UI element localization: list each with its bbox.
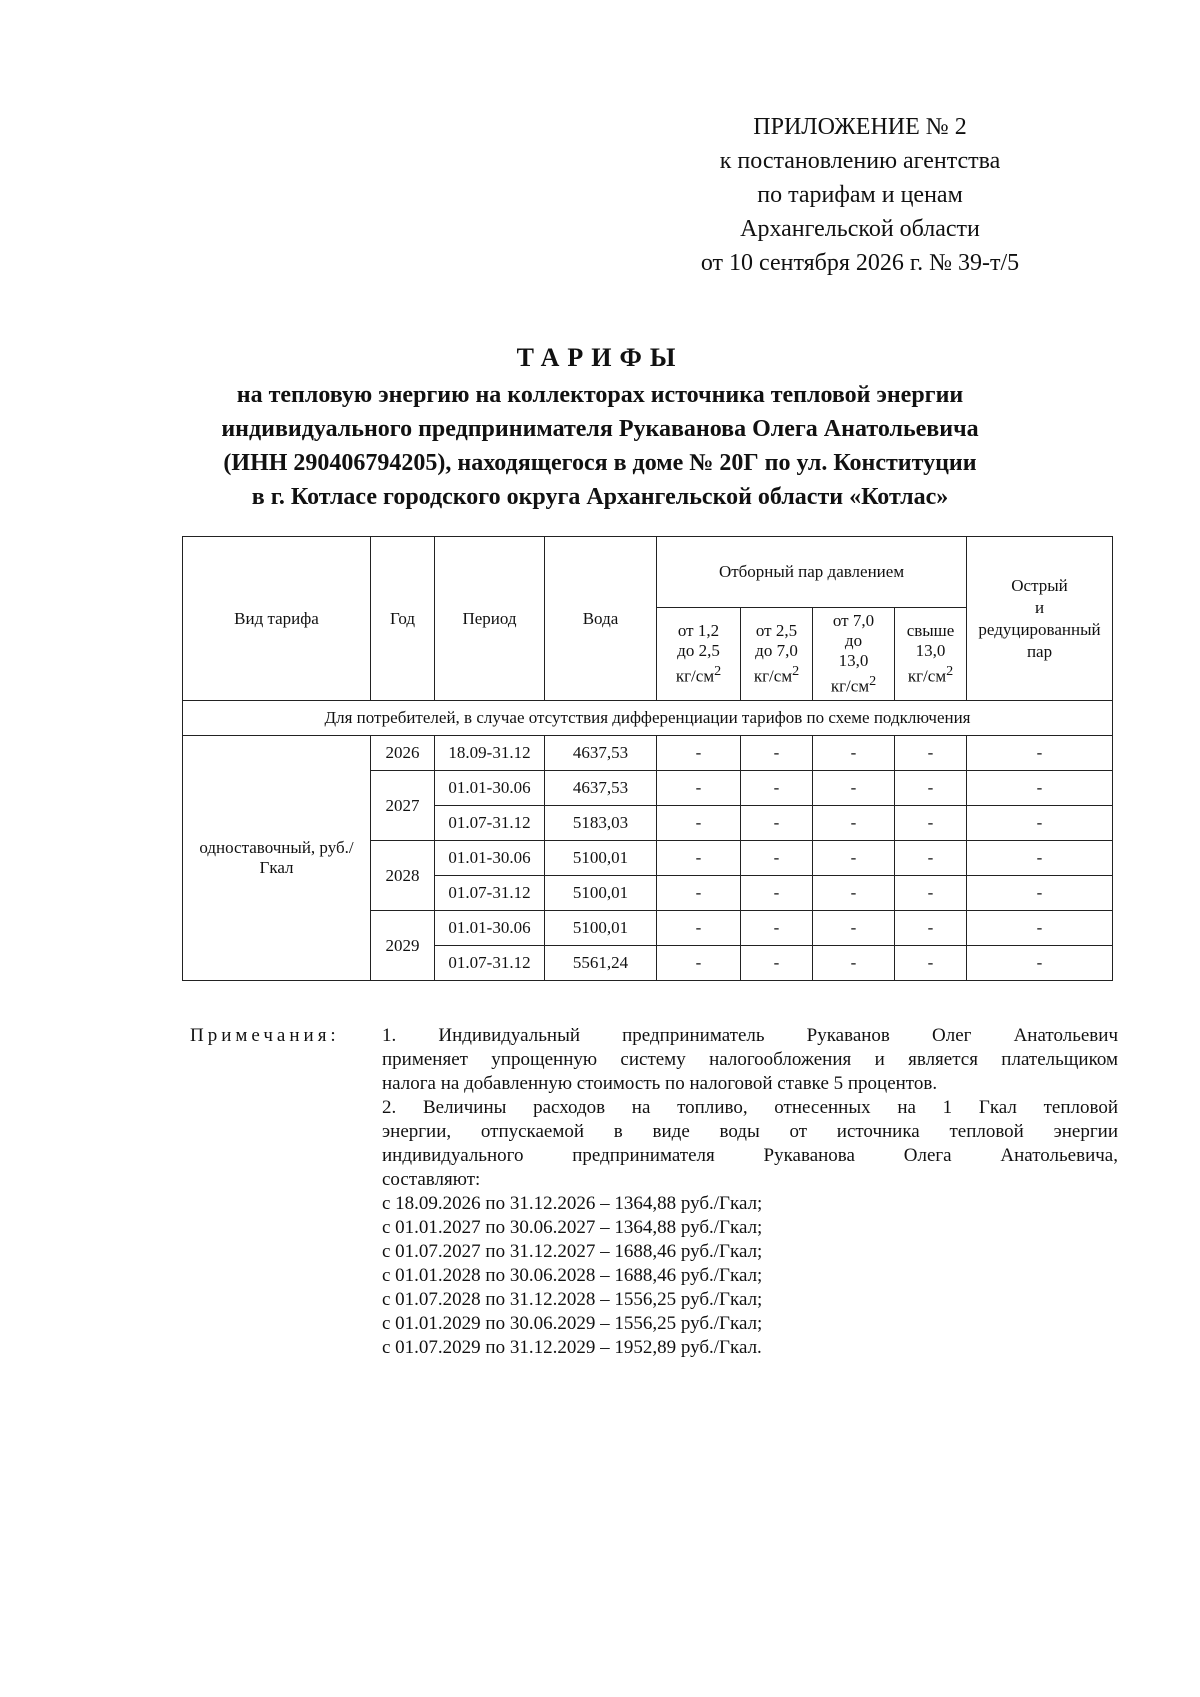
fuel-cost-item: с 18.09.2026 по 31.12.2026 – 1364,88 руб./Гкал; xyxy=(382,1193,763,1214)
header-text: Острый xyxy=(1011,575,1068,595)
header-text: пар xyxy=(1026,641,1053,661)
note-line: энергии, отпускаемой в виде воды от источника тепловой энергии xyxy=(382,1121,1118,1142)
fuel-cost-item: с 01.07.2028 по 31.12.2028 – 1556,25 руб./Гкал; xyxy=(382,1289,763,1310)
period-cell: 01.07-31.12 xyxy=(435,876,545,911)
water-tariff-cell: 5561,24 xyxy=(545,946,657,981)
value-cell: - xyxy=(813,876,895,911)
year-cell: 2027 xyxy=(371,771,435,841)
year-cell: 2026 xyxy=(371,736,435,771)
note-line: составляют: xyxy=(382,1169,481,1190)
value-cell: - xyxy=(657,946,741,981)
value-cell: - xyxy=(967,771,1113,806)
appendix-block xyxy=(600,110,1120,280)
header-unit xyxy=(743,661,810,687)
note-line: 1. Индивидуальный предприниматель Рукаванов Олег Анатольевич xyxy=(382,1025,1118,1046)
fuel-cost-item: с 01.07.2027 по 31.12.2027 – 1688,46 руб./Гкал; xyxy=(382,1241,763,1262)
water-tariff-cell: 5100,01 xyxy=(545,876,657,911)
unit-exponent: 2 xyxy=(792,663,800,680)
value-cell: - xyxy=(741,771,813,806)
value-cell: - xyxy=(967,841,1113,876)
header-pressure-3 xyxy=(813,608,895,701)
note-line: 2. Величины расходов на топливо, отнесенных на 1 Гкал тепловой xyxy=(382,1097,1118,1118)
header-vid-tarifa: Вид тарифа xyxy=(183,537,371,701)
tariffs-table xyxy=(182,536,1113,981)
fuel-cost-item: с 01.01.2028 по 30.06.2028 – 1688,46 руб./Гкал; xyxy=(382,1265,763,1286)
appendix-line: по тарифам и ценам xyxy=(757,182,963,208)
unit-text: кг/см xyxy=(830,676,870,696)
water-tariff-cell: 5100,01 xyxy=(545,911,657,946)
fuel-cost-item: с 01.01.2027 по 30.06.2027 – 1364,88 руб./Гкал; xyxy=(382,1217,763,1238)
water-tariff-cell: 5100,01 xyxy=(545,841,657,876)
year-cell: 2029 xyxy=(371,911,435,981)
value-cell: - xyxy=(967,876,1113,911)
note-line: индивидуального предпринимателя Рукаванова Олега Анатольевича, xyxy=(382,1145,1118,1166)
value-cell: - xyxy=(895,841,967,876)
value-cell: - xyxy=(657,806,741,841)
period-cell: 01.07-31.12 xyxy=(435,806,545,841)
table-row xyxy=(183,736,1113,771)
value-cell: - xyxy=(895,946,967,981)
section-caption: Для потребителей, в случае отсутствия дифференциации тарифов по схеме подключения xyxy=(183,701,1113,736)
tariff-type-cell: одноставочный, руб./Гкал xyxy=(183,736,371,981)
header-unit xyxy=(897,661,964,687)
value-cell: - xyxy=(967,911,1113,946)
appendix-title: ПРИЛОЖЕНИЕ № 2 xyxy=(753,114,967,140)
fuel-cost-item: с 01.07.2029 по 31.12.2029 – 1952,89 руб./Гкал. xyxy=(382,1337,762,1358)
water-tariff-cell: 4637,53 xyxy=(545,771,657,806)
value-cell: - xyxy=(813,946,895,981)
document-title: ТАРИФЫ xyxy=(516,343,684,372)
header-pressure-4 xyxy=(895,608,967,701)
unit-exponent: 2 xyxy=(714,663,722,680)
value-cell: - xyxy=(813,736,895,771)
appendix-line: Архангельской области xyxy=(740,216,980,242)
value-cell: - xyxy=(657,876,741,911)
value-cell: - xyxy=(813,841,895,876)
fuel-cost-item: с 01.01.2029 по 30.06.2029 – 1556,25 руб./Гкал; xyxy=(382,1313,763,1334)
unit-text: кг/см xyxy=(753,666,793,686)
header-period: Период xyxy=(435,537,545,701)
value-cell: - xyxy=(895,771,967,806)
period-cell: 18.09-31.12 xyxy=(435,736,545,771)
header-otborny-par: Отборный пар давлением xyxy=(657,537,967,608)
title-line: индивидуального предпринимателя Рукаванова Олега Анатольевича xyxy=(221,416,979,442)
period-cell: 01.01-30.06 xyxy=(435,911,545,946)
header-text: до 7,0 xyxy=(755,641,798,661)
value-cell: - xyxy=(741,736,813,771)
title-line: (ИНН 290406794205), находящегося в доме № 20Г по ул. Конституции xyxy=(223,450,977,476)
header-pressure-2 xyxy=(741,608,813,701)
header-text: и xyxy=(1034,597,1045,617)
value-cell: - xyxy=(895,806,967,841)
note-line: налога на добавленную стоимость по налоговой ставке 5 процентов. xyxy=(382,1073,938,1094)
period-cell: 01.01-30.06 xyxy=(435,771,545,806)
appendix-date: от 10 сентября 2026 г. № 39-т/5 xyxy=(700,250,1020,276)
value-cell: - xyxy=(967,946,1113,981)
water-tariff-cell: 5183,03 xyxy=(545,806,657,841)
header-text: 13,0 xyxy=(838,651,869,671)
period-cell: 01.07-31.12 xyxy=(435,946,545,981)
value-cell: - xyxy=(813,771,895,806)
year-cell: 2028 xyxy=(371,841,435,911)
value-cell: - xyxy=(895,876,967,911)
unit-text: кг/см xyxy=(907,666,947,686)
value-cell: - xyxy=(741,841,813,876)
header-god: Год xyxy=(371,537,435,701)
header-text: от 2,5 xyxy=(755,621,798,641)
header-text: до 2,5 xyxy=(677,641,720,661)
value-cell: - xyxy=(657,911,741,946)
header-text: от 1,2 xyxy=(677,621,720,641)
header-unit xyxy=(815,671,892,697)
title-line: в г. Котласе городского округа Архангельской области «Котлас» xyxy=(251,484,949,510)
unit-exponent: 2 xyxy=(869,673,877,690)
header-text: редуцированный xyxy=(978,619,1101,639)
value-cell: - xyxy=(657,841,741,876)
table-section-row xyxy=(183,701,1113,736)
unit-exponent: 2 xyxy=(946,663,954,680)
value-cell: - xyxy=(657,736,741,771)
title-line: на тепловую энергию на коллекторах источника тепловой энергии xyxy=(236,382,964,408)
value-cell: - xyxy=(895,911,967,946)
notes-body xyxy=(382,1024,1118,1360)
unit-text: кг/см xyxy=(675,666,715,686)
value-cell: - xyxy=(741,946,813,981)
header-text: от 7,0 xyxy=(832,611,875,631)
value-cell: - xyxy=(657,771,741,806)
period-cell: 01.01-30.06 xyxy=(435,841,545,876)
value-cell: - xyxy=(967,806,1113,841)
appendix-line: к постановлению агентства xyxy=(719,148,1001,174)
value-cell: - xyxy=(741,911,813,946)
header-ostry-par xyxy=(967,537,1113,701)
notes-label: Примечания: xyxy=(190,1025,340,1046)
value-cell: - xyxy=(741,806,813,841)
header-unit xyxy=(659,661,738,687)
header-voda: Вода xyxy=(545,537,657,701)
header-text: 13,0 xyxy=(915,641,946,661)
value-cell: - xyxy=(967,736,1113,771)
header-pressure-1 xyxy=(657,608,741,701)
water-tariff-cell: 4637,53 xyxy=(545,736,657,771)
value-cell: - xyxy=(813,806,895,841)
header-text: свыше xyxy=(906,621,955,641)
value-cell: - xyxy=(895,736,967,771)
document-title-block xyxy=(140,340,1060,514)
header-text: до xyxy=(844,631,863,651)
note-line: применяет упрощенную систему налогообложения и является плательщиком xyxy=(382,1049,1118,1070)
value-cell: - xyxy=(741,876,813,911)
value-cell: - xyxy=(813,911,895,946)
table-header-row xyxy=(183,537,1113,608)
